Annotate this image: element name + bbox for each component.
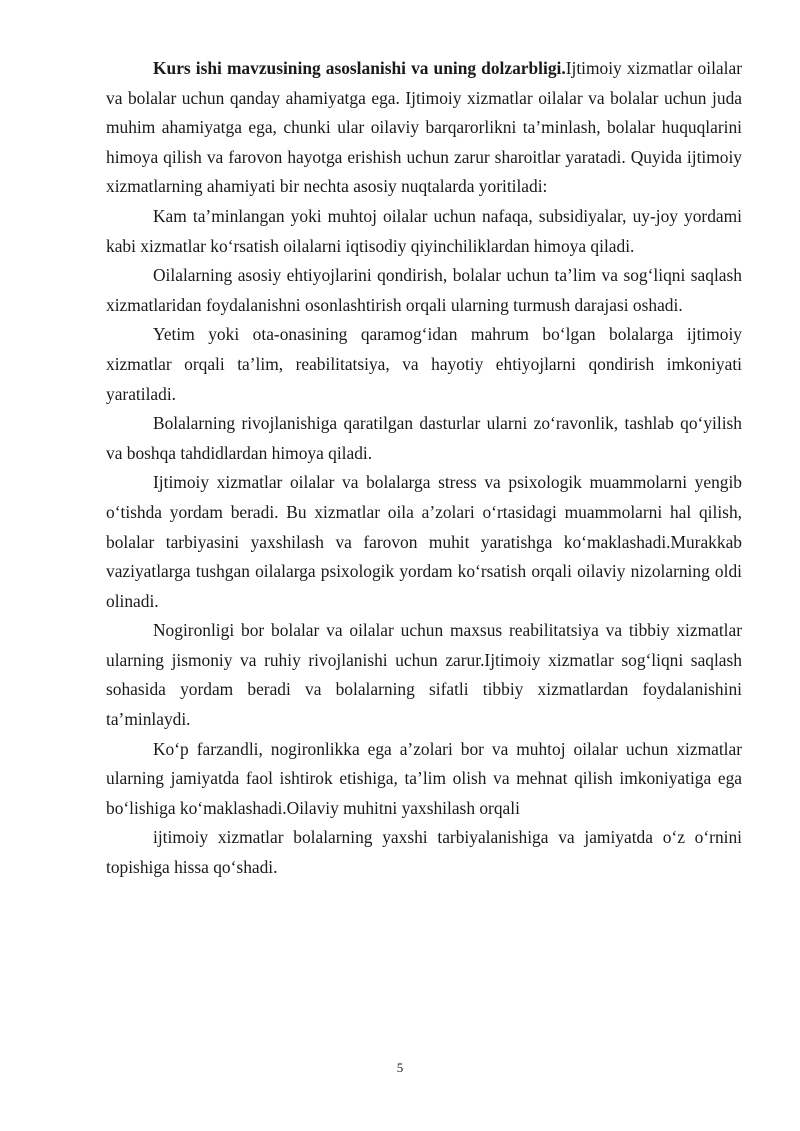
document-page xyxy=(106,54,742,883)
page-number: 5 xyxy=(396,1060,404,1075)
paragraph: Nogironligi bor bolalar va oilalar uchun maxsus reabilitatsiya va tibbiy xizmatlar ularning jismoniy va ruhiy rivojlanishi uchun zarur.Ijtimoiy xizmatlar sog‘liqni saqlash sohasida yordam beradi va bolalarning sifatli tibbiy xizmatlardan foydalanishini ta’minlaydi. xyxy=(106,620,742,730)
intro-paragraph xyxy=(106,54,742,202)
paragraph: ijtimoiy xizmatlar bolalarning yaxshi tarbiyalanishiga va jamiyatda o‘z o‘rnini topishiga hissa qo‘shadi. xyxy=(106,827,742,878)
paragraph: Ijtimoiy xizmatlar oilalar va bolalarga stress va psixologik muammolarni yengib o‘tishda yordam beradi. Bu xizmatlar oila a’zolari o‘rtasidagi muammolarni hal qilish, bolalar tarbiyasini yaxshilash va farovon muhit yaratishga ko‘maklashadi.Murakkab vaziyatlarga tushgan oilalarga psixologik yordam ko‘rsatish orqali oilaviy nizolarning oldi olinadi. xyxy=(106,472,742,611)
section-heading: Kurs ishi mavzusining asoslanishi va uning dolzarbligi. xyxy=(153,58,566,78)
intro-text: Ijtimoiy xizmatlar oilalar va bolalar uchun qanday ahamiyatga ega. Ijtimoiy xizmatlar oilalar va bolalar uchun juda muhim ahamiyatga ega, chunki ular oilaviy barqarorlikni ta’minlash, bolalar huquqlarini himoya qilish va farovon hayotga erishish uchun zarur sharoitlar yaratadi. Quyida ijtimoiy xizmatlarning ahamiyati bir nechta asosiy nuqtalarda yoritiladi: xyxy=(106,58,742,197)
paragraph: Oilalarning asosiy ehtiyojlarini qondirish, bolalar uchun ta’lim va sog‘liqni saqlash xizmatlaridan foydalanishni osonlashtirish orqali ularning turmush darajasi oshadi. xyxy=(106,265,742,315)
paragraph: Ko‘p farzandli, nogironlikka ega a’zolari bor va muhtoj oilalar uchun xizmatlar ularning jamiyatda faol ishtirok etishiga, ta’lim olish va mehnat qilish imkoniyatiga ega bo‘lishiga ko‘maklashadi.Oilaviy muhitni yaxshilash orqali xyxy=(106,738,742,818)
paragraph: Yetim yoki ota-onasining qaramog‘idan mahrum bo‘lgan bolalarga ijtimoiy xizmatlar orqali ta’lim, reabilitatsiya, va hayotiy ehtiyojlarni qondirish imkoniyati yaratiladi. xyxy=(106,324,742,404)
paragraph: Kam ta’minlangan yoki muhtoj oilalar uchun nafaqa, subsidiyalar, uy-joy yordami kabi xizmatlar ko‘rsatish oilalarni iqtisodiy qiyinchiliklardan himoya qiladi. xyxy=(106,205,742,256)
paragraph: Bolalarning rivojlanishiga qaratilgan dasturlar ularni zo‘ravonlik, tashlab qo‘yilish va boshqa tahdidlardan himoya qiladi. xyxy=(106,413,742,463)
